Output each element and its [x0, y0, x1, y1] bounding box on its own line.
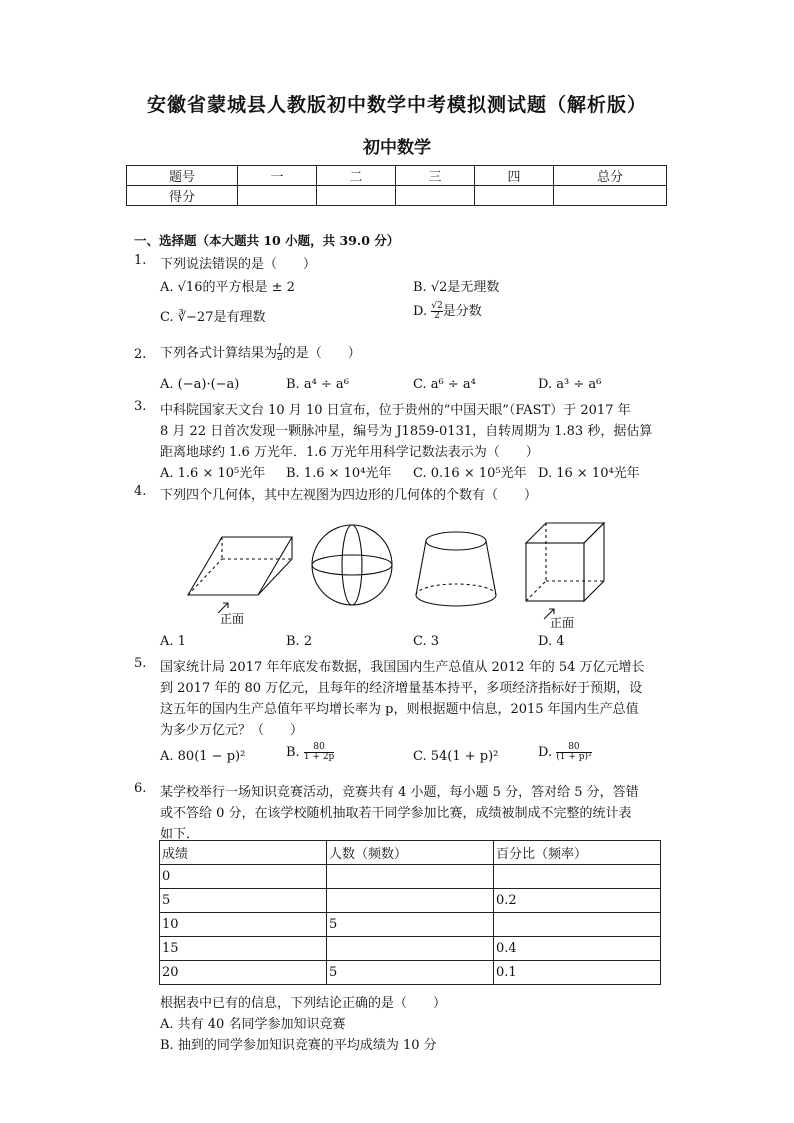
fraction-denominator: (1 + p)²	[556, 752, 592, 762]
score-header-cell: 四	[475, 166, 554, 186]
q6-option-b: B. 抽到的同学参加知识竞赛的平均成绩为 10 分	[160, 1038, 437, 1053]
q5-option-d-prefix: D.	[538, 745, 557, 760]
q1-option-d	[413, 300, 482, 321]
stats-cell: 5	[160, 889, 327, 913]
stats-cell: 0	[160, 865, 327, 889]
score-row-label: 得分	[127, 186, 238, 206]
table-row	[160, 961, 661, 985]
question-3-line: 中科院国家天文台 10 月 10 日宣布，位于贵州的“中国天眼”（FAST）于 2017 年	[160, 403, 631, 418]
q2-option-b: B. a⁴ ÷ a⁶	[286, 377, 349, 392]
question-5-line: 为多少万亿元？（ ）	[160, 723, 304, 738]
q3-option-a: A. 1.6 × 10⁵光年	[160, 466, 266, 481]
question-number: 2.	[134, 347, 147, 362]
question-6-prompt: 根据表中已有的信息，下列结论正确的是（ ）	[160, 996, 447, 1011]
stats-cell	[494, 865, 661, 889]
score-header-cell: 题号	[127, 166, 238, 186]
stats-header-cell: 人数（频数）	[327, 841, 494, 865]
question-1-stem: 下列说法错误的是（ ）	[160, 257, 317, 272]
fraction-denominator: 2	[431, 311, 442, 321]
question-6-line: 某学校举行一场知识竞赛活动，竞赛共有 4 小题，每小题 5 分，答对给 5 分，答错	[160, 785, 639, 800]
question-number: 4.	[134, 484, 147, 499]
q5-option-a: A. 80(1 − p)²	[160, 749, 246, 764]
q2-option-c: C. a⁶ ÷ a⁴	[413, 377, 476, 392]
score-cell	[396, 186, 475, 206]
q3-option-b: B. 1.6 × 10⁴光年	[286, 466, 392, 481]
q5-option-c: C. 54(1 + p)²	[413, 749, 499, 764]
front-label: 正面	[550, 616, 575, 630]
triangular-prism-figure	[188, 537, 292, 595]
q4-option-d: D. 4	[538, 634, 565, 649]
q2-option-d: D. a³ ÷ a⁶	[538, 377, 602, 392]
q5-option-b	[286, 743, 334, 762]
stats-cell	[327, 865, 494, 889]
sphere-figure	[312, 525, 392, 605]
stats-cell: 0.1	[494, 961, 661, 985]
question-5-line: 到 2017 年的 80 万亿元，且每年的经济增量基本持平，多项经济指标好于预期，设	[160, 681, 643, 696]
stats-cell	[327, 937, 494, 961]
question-number: 3.	[134, 399, 147, 414]
fraction-numerator: √2	[431, 301, 443, 311]
question-number: 1.	[134, 253, 147, 268]
q4-option-a: A. 1	[160, 634, 186, 649]
q1-option-d-prefix: D.	[413, 304, 432, 319]
q2-stem-prefix: 下列各式计算结果为	[160, 346, 278, 361]
stats-cell	[494, 913, 661, 937]
section-heading: 一、选择题（本大题共 10 小题，共 39.0 分）	[134, 233, 400, 248]
question-6-line: 或不答给 0 分，在该学校随机抽取若干同学参加比赛，成绩被制成不完整的统计表	[160, 806, 632, 821]
q1-option-b: B. √2是无理数	[413, 280, 500, 295]
q2-stem-suffix: 的是（ ）	[282, 346, 361, 361]
stats-header-row	[160, 841, 661, 865]
score-table	[126, 165, 667, 206]
question-6-line: 如下．	[160, 827, 200, 842]
q1-option-d-suffix: 是分数	[442, 304, 482, 319]
score-statistics-table	[159, 840, 661, 985]
stats-cell: 0.2	[494, 889, 661, 913]
stats-cell: 15	[160, 937, 327, 961]
q5-option-d	[538, 743, 592, 762]
stats-cell: 5	[327, 913, 494, 937]
stats-cell	[327, 889, 494, 913]
front-label: 正面	[220, 612, 245, 626]
question-2-stem	[160, 342, 361, 363]
score-header-cell: 总分	[554, 166, 667, 186]
table-row	[160, 889, 661, 913]
stats-cell: 10	[160, 913, 327, 937]
frustum-figure	[416, 532, 496, 606]
question-number: 6.	[134, 781, 147, 796]
stats-cell: 20	[160, 961, 327, 985]
question-3-line: 8 月 22 日首次发现一颗脉冲星，编号为 J1859-0131，自转周期为 1.83 秒，据估算	[160, 424, 653, 439]
page-subtitle: 初中数学	[363, 138, 431, 158]
fraction	[431, 302, 442, 321]
fraction	[556, 743, 591, 762]
q2-option-a: A. (−a)·(−a)	[160, 377, 240, 392]
cube-figure	[526, 523, 604, 601]
q6-option-a: A. 共有 40 名同学参加知识竞赛	[160, 1017, 346, 1032]
question-5-line: 国家统计局 2017 年年底发布数据，我国国内生产总值从 2012 年的 54 万亿元增长	[160, 660, 645, 675]
q4-option-b: B. 2	[286, 634, 313, 649]
q1-option-c: C. ∛−27是有理数	[160, 310, 266, 325]
score-header-cell: 一	[238, 166, 317, 186]
score-cell	[317, 186, 396, 206]
q4-option-c: C. 3	[413, 634, 440, 649]
q3-option-d: D. 16 × 10⁴光年	[538, 466, 640, 481]
fraction-denominator: a	[277, 353, 283, 363]
fraction-numerator: 80	[568, 742, 580, 752]
score-header-cell: 三	[396, 166, 475, 186]
table-row	[160, 937, 661, 961]
q5-option-b-prefix: B.	[286, 745, 304, 760]
fraction	[304, 743, 334, 762]
score-cell	[554, 186, 667, 206]
question-4-stem: 下列四个几何体，其中左视图为四边形的几何体的个数有（ ）	[160, 488, 538, 503]
stats-header-cell: 成绩	[160, 841, 327, 865]
fraction-numerator: 80	[313, 742, 325, 752]
score-cell	[475, 186, 554, 206]
score-table-row	[127, 186, 667, 206]
table-row	[160, 865, 661, 889]
table-row	[160, 913, 661, 937]
question-number: 5.	[134, 656, 147, 671]
fraction-numerator: 1	[277, 343, 283, 353]
q3-option-c: C. 0.16 × 10⁵光年	[413, 466, 527, 481]
question-3-line: 距离地球约 1.6 万光年．1.6 万光年用科学记数法表示为（ ）	[160, 445, 539, 460]
geometry-figures	[180, 515, 620, 635]
fraction-denominator: 1 + 2p	[303, 752, 335, 762]
score-header-cell: 二	[317, 166, 396, 186]
q1-option-a: A. √16的平方根是 ± 2	[160, 280, 295, 295]
page-title: 安徽省蒙城县人教版初中数学中考模拟测试题（解析版）	[146, 94, 647, 116]
stats-cell: 5	[327, 961, 494, 985]
score-cell	[238, 186, 317, 206]
score-table-header-row	[127, 166, 667, 186]
stats-header-cell: 百分比（频率）	[494, 841, 661, 865]
question-5-line: 这五年的国内生产总值年平均增长率为 p，则根据题中信息，2015 年国内生产总值	[160, 702, 639, 717]
stats-cell: 0.4	[494, 937, 661, 961]
